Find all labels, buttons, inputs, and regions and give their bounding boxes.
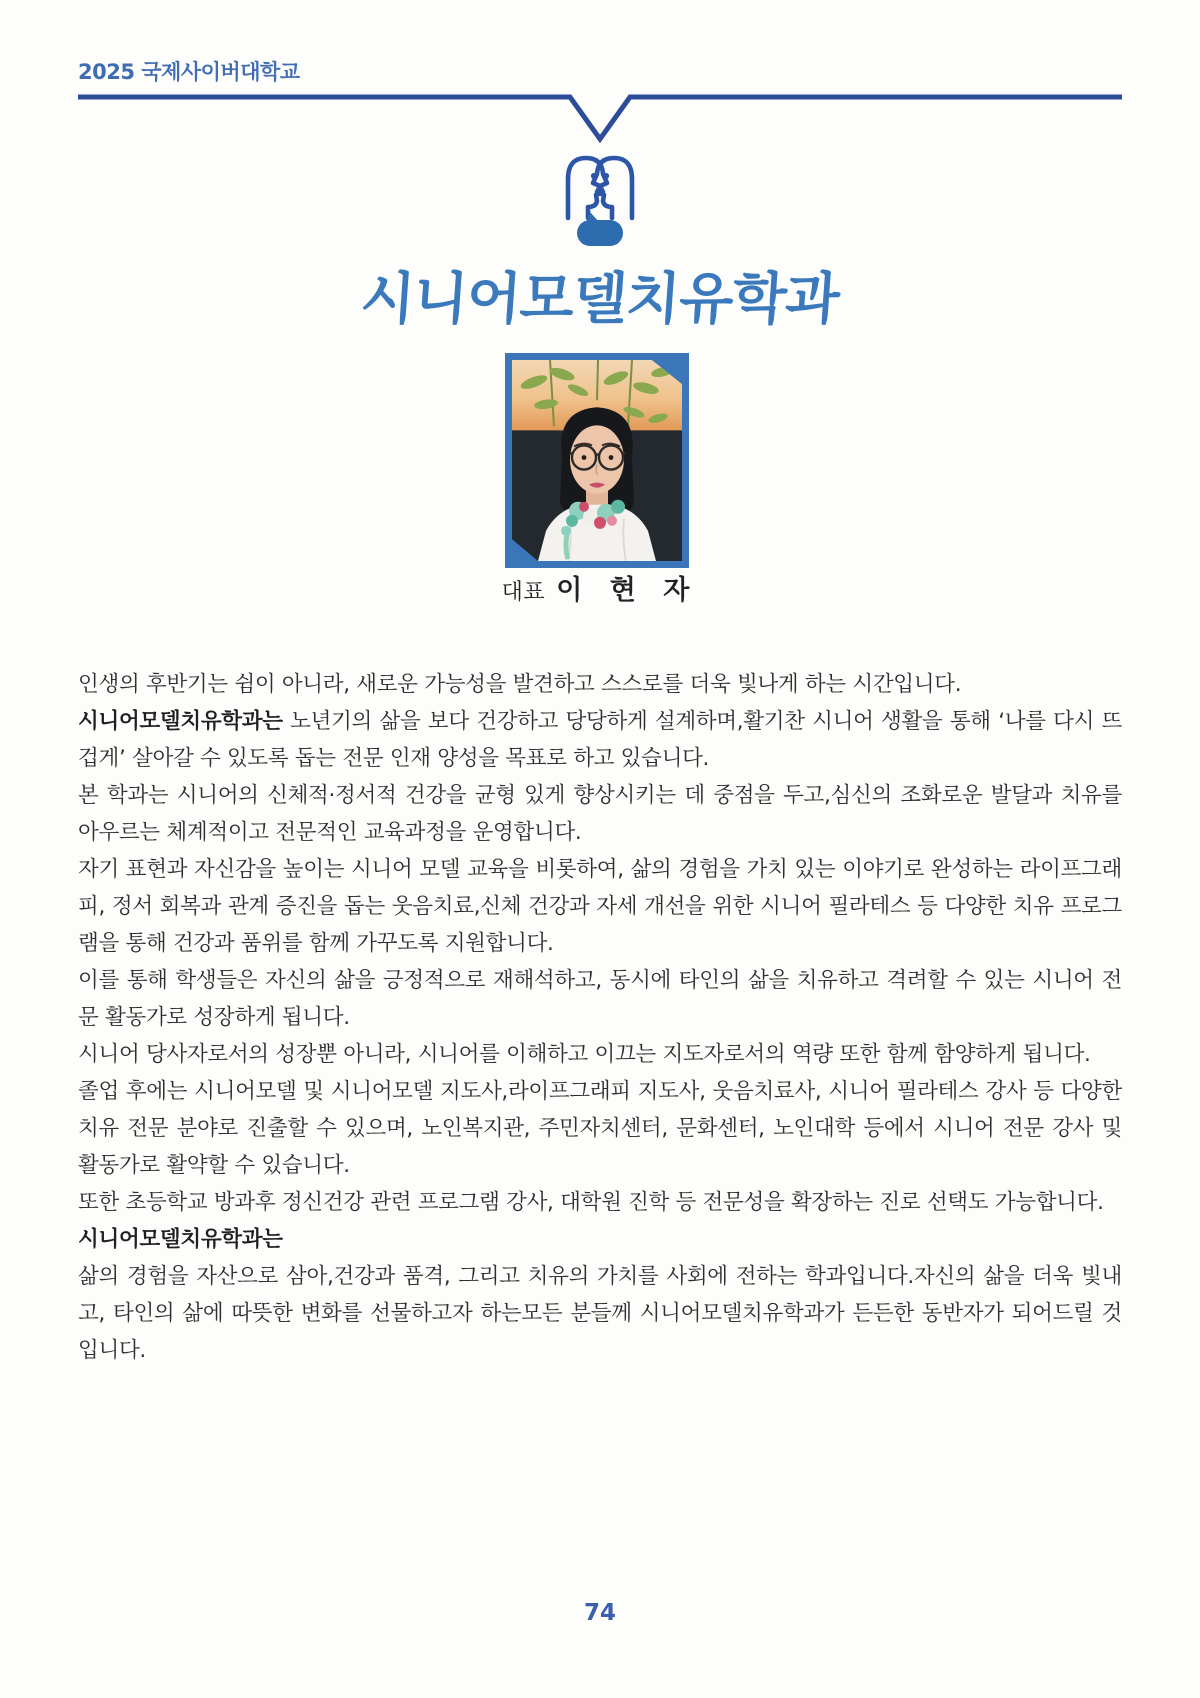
paragraph: 졸업 후에는 시니어모델 및 시니어모델 지도사,라이프그래피 지도사, 웃음치료사, 시니어 필라테스 강사 등 다양한 치유 전문 분야로 진출할 수 있으며, 노인복지관, 주민자치센터, 문화센터, 노인대학 등에서 시니어 전문 강사 및 활동가로 활약할 수 있습니다. [78,1079,1122,1178]
left-eye-dot [591,173,597,179]
representative-photo [512,360,682,561]
body-text [78,666,1122,1369]
header-brand: 2025 국제사이버대학교 [78,60,300,84]
representative-name: 이 현 자 [556,575,699,606]
paragraph: 본 학과는 시니어의 신체적·정서적 건강을 균형 있게 향상시키는 데 중점을 두고,심신의 조화로운 발달과 치유를 아우르는 체계적이고 전문적인 교육과정을 운영합니다. [78,783,1122,845]
paragraph: 자기 표현과 자신감을 높이는 시니어 모델 교육을 비롯하여, 삶의 경험을 가치 있는 이야기로 완성하는 라이프그래피, 정서 회복과 관계 증진을 돕는 웃음치료,신체 건강과 자세 개선을 위한 시니어 필라테스 등 다양한 치유 프로그램을 통해 건강과 품위를 함께 가꾸도록 지원합니다. [78,857,1122,956]
representative-caption [0,568,1200,607]
paragraph: 삶의 경험을 자산으로 삼아,건강과 품격, 그리고 치유의 가치를 사회에 전하는 학과입니다.자신의 삶을 더욱 빛내고, 타인의 삶에 따뜻한 변화를 선물하고자 하는모든 분들께 시니어모델치유학과가 든든한 동반자가 되어드릴 것입니다. [78,1264,1122,1363]
conversation-heads-icon [546,146,654,252]
paragraph: 시니어 당사자로서의 성장뿐 아니라, 시니어를 이해하고 이끄는 지도자로서의 역량 또한 함께 함양하게 됩니다. [78,1042,1091,1067]
paragraph: 시니어모델치유학과는 [78,1227,283,1252]
page-number: 74 [583,1600,616,1626]
page-title: 시니어모델치유학과 [358,267,841,332]
right-eye-dot [603,173,609,179]
representative-label: 대표 [501,580,546,605]
header-rule-divider [78,93,1122,145]
representative-photo-frame [505,353,689,568]
speech-bubble [577,220,623,246]
paragraph: 인생의 후반기는 쉼이 아니라, 새로운 가능성을 발견하고 스스로를 더욱 빛나게 하는 시간입니다. [78,672,962,697]
paragraph: 시니어모델치유학과는 노년기의 삶을 보다 건강하고 당당하게 설계하며,활기찬 시니어 생활을 통해 ‘나를 다시 뜨겁게’ 살아갈 수 있도록 돕는 전문 인재 양성을 목표로 하고 있습니다. [78,709,1122,771]
paragraph: 이를 통해 학생들은 자신의 삶을 긍정적으로 재해석하고, 동시에 타인의 삶을 치유하고 격려할 수 있는 시니어 전문 활동가로 성장하게 됩니다. [78,968,1122,1030]
paragraph: 또한 초등학교 방과후 정신건강 관련 프로그램 강사, 대학원 진학 등 전문성을 확장하는 진로 선택도 가능합니다. [78,1190,1104,1215]
